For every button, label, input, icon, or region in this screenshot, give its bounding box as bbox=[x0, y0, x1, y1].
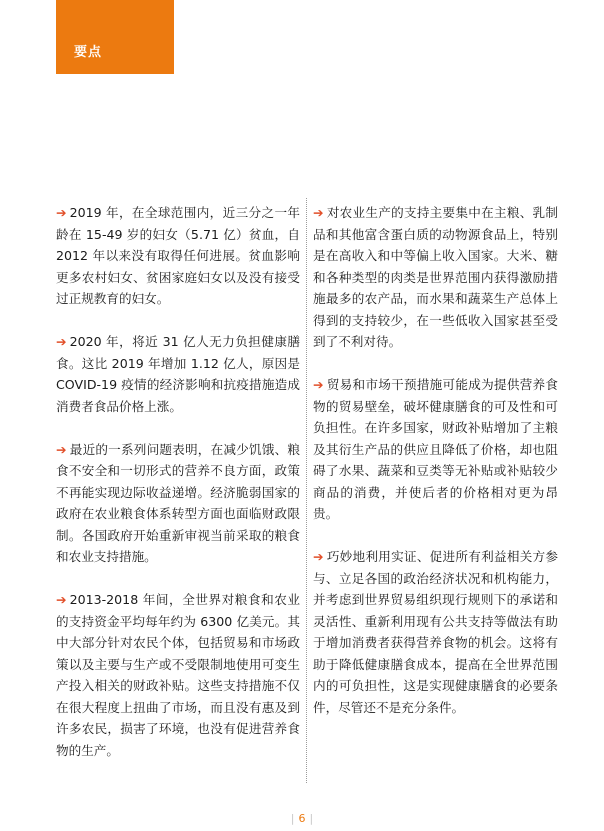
right-arrow-icon: ➔ bbox=[313, 549, 324, 564]
paragraph-text: 2019 年，在全球范围内，近三分之一年龄在 15-49 岁的妇女（5.71 亿）贫血，自 2012 年以来没有取得任何进展。贫血影响更多农村妇女、贫困家庭妇女以及没有接受过正规教育的妇女。 bbox=[56, 205, 300, 306]
page-footer bbox=[0, 812, 604, 825]
footer-separator: | bbox=[290, 812, 295, 825]
right-arrow-icon: ➔ bbox=[56, 441, 67, 457]
key-point-paragraph bbox=[313, 374, 558, 525]
page-number: 6 bbox=[298, 812, 306, 825]
key-point-paragraph bbox=[56, 439, 300, 568]
key-point-paragraph bbox=[313, 202, 558, 353]
right-arrow-icon: ➔ bbox=[56, 334, 67, 349]
key-point-paragraph bbox=[56, 331, 300, 417]
paragraph-text: 2020 年，将近 31 亿人无力负担健康膳食。这比 2019 年增加 1.12 亿人，原因是 COVID-19 疫情的经济影响和抗疫措施造成消费者食品价格上涨。 bbox=[56, 334, 300, 414]
key-point-paragraph bbox=[56, 589, 300, 761]
right-column bbox=[313, 202, 558, 740]
column-divider bbox=[306, 198, 307, 783]
right-arrow-icon: ➔ bbox=[56, 205, 67, 220]
right-arrow-icon: ➔ bbox=[313, 205, 324, 220]
paragraph-text: 最近的一系列问题表明，在减少饥饿、粮食不安全和一切形式的营养不良方面，政策不再能实现边际收益递增。经济脆弱国家的政府在农业粮食体系转型方面也面临财政限制。各国政府开始重新审视当前采取的粮食和农业支持措施。 bbox=[56, 441, 300, 564]
right-arrow-icon: ➔ bbox=[313, 377, 324, 392]
key-point-paragraph bbox=[56, 202, 300, 310]
paragraph-text: 对农业生产的支持主要集中在主粮、乳制品和其他富含蛋白质的动物源食品上，特别是在高收入和中等偏上收入国家。大米、糖和各种类型的肉类是世界范围内获得激励措施最多的农产品，而水果和蔬菜生产总体上得到的支持较少，在一些低收入国家甚至受到了不利对待。 bbox=[313, 205, 558, 349]
paragraph-text: 2013-2018 年间，全世界对粮食和农业的支持资金平均每年约为 6300 亿美元。其中大部分针对农民个体，包括贸易和市场政策以及主要与生产或不受限制地使用可变生产投入相关的财政补贴。这些支持措施不仅在很大程度上扭曲了市场，而且没有惠及到许多农民，损害了环境，也没有促进营养食物的生产。 bbox=[56, 592, 300, 758]
section-header-tab bbox=[56, 0, 174, 74]
key-point-paragraph bbox=[313, 546, 558, 718]
paragraph-text: 巧妙地利用实证、促进所有利益相关方参与、立足各国的政治经济状况和机构能力，并考虑到世界贸易组织现行规则下的承诺和灵活性、重新利用现有公共支持等做法有助于增加消费者获得营养食物的机会。这将有助于降低健康膳食成本，提高在全世界范围内的可负担性，这是实现健康膳食的必要条件，尽管还不是充分条件。 bbox=[313, 549, 558, 715]
footer-separator: | bbox=[309, 812, 314, 825]
section-title: 要点 bbox=[74, 45, 103, 60]
left-column bbox=[56, 202, 300, 783]
right-arrow-icon: ➔ bbox=[56, 592, 67, 607]
paragraph-text: 贸易和市场干预措施可能成为提供营养食物的贸易壁垒，破坏健康膳食的可及性和可负担性。在许多国家，财政补贴增加了主粮及其衍生产品的供应且降低了价格，却也阻碍了水果、蔬菜和豆类等无补贴或补贴较少商品的消费，并使后者的价格相对更为昂贵。 bbox=[313, 377, 558, 521]
